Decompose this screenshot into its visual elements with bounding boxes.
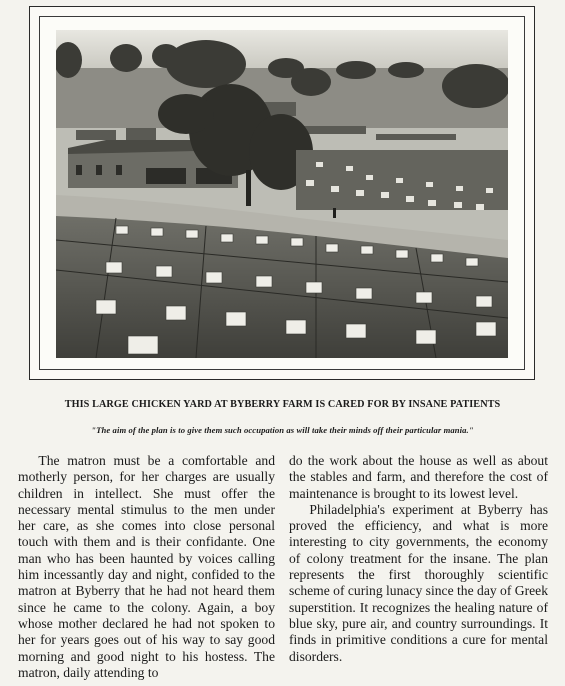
left-column [18, 453, 275, 681]
figure-caption-title: THIS LARGE CHICKEN YARD AT BYBERRY FARM IS CARED FOR BY INSANE PATIENTS [64, 399, 501, 410]
left-paragraph: The matron must be a comfortable and motherly person, for her charges are usually children in intellect. She must offer the necessary mental stimulus to the men under her care, as she comes into close personal touch with them and is their confidante. One man who has been haunted by voices calling him incessantly day and night, confided to the matron at Byberry that he had not heard them since he came to the colony. Again, a boy whose mother declared he had not spoken to her for years goes out of his way to say good morning and good night to his hostess. The matron, daily attending to [18, 453, 275, 680]
right-paragraph: Philadelphia's experiment at Byberry has proved the efficiency, and what is more interesting to city governments, the economy of colony treatment for the insane. The plan represents the first thoroughly scientific scheme of curing lunacy since the day of Greek superstition. It recognizes the healing nature of blue sky, pure air, and country surroundings. It finds in primitive conditions a cure for mental disorders. [289, 501, 548, 664]
chicken-yard-photo-svg [56, 30, 508, 358]
figure-caption-quote: "The aim of the plan is to give them such occupation as will take their minds off their particular mania." [91, 425, 474, 435]
right-column [289, 453, 548, 665]
chicken-yard-photo [56, 30, 508, 358]
right-paragraph-continued: do the work about the house as well as about the stables and farm, and therefore the cost of maintenance is brought to its lowest level. [289, 453, 548, 501]
